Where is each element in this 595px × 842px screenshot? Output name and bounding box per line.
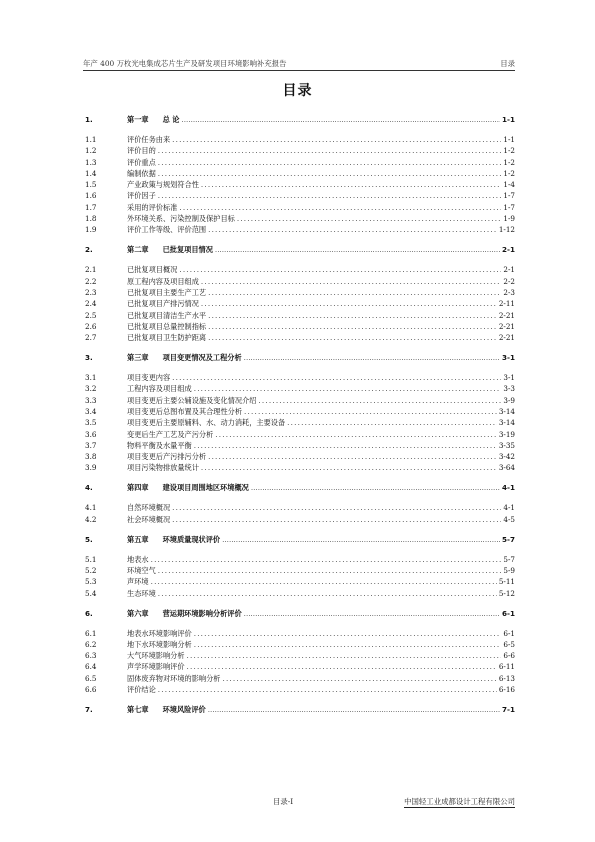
toc-chapter-title: [127, 608, 244, 619]
toc-leader-dots: [158, 588, 497, 599]
toc-item-row[interactable]: [85, 264, 515, 275]
toc-item-number: 3.2: [85, 384, 97, 394]
toc-item-entry: [127, 502, 515, 513]
toc-item-row[interactable]: [85, 650, 515, 661]
toc-leader-dots: [201, 276, 502, 287]
toc-leader-dots: [158, 684, 497, 695]
toc-leader-dots: [208, 224, 497, 235]
toc-item-row[interactable]: [85, 395, 515, 406]
toc-item-row[interactable]: [85, 224, 515, 235]
toc-leader-dots: [244, 352, 500, 363]
toc-item-entry: [127, 565, 515, 576]
toc-chapter-label: 第二章: [127, 245, 149, 255]
toc-leader-dots: [215, 244, 500, 255]
toc-item-entry: [127, 157, 515, 168]
toc-item-title: 固体废弃物对环境的影响分析: [127, 673, 221, 683]
toc-item-title: 声学环境影响评价: [127, 662, 185, 672]
toc-item-page: 3-14: [498, 406, 515, 416]
toc-item-page: 6-16: [498, 685, 515, 695]
toc-item-number: 3.4: [85, 406, 97, 416]
toc-item-title: 物料平衡及水量平衡: [127, 440, 192, 450]
toc-item-row[interactable]: [85, 202, 515, 213]
toc-item-number: 2.2: [85, 276, 97, 286]
toc-item-title: 已批复项目概况: [127, 265, 178, 275]
toc-item-entry: [127, 287, 515, 298]
toc-spacer: [85, 256, 515, 265]
toc-leader-dots: [158, 157, 502, 168]
toc-item-row[interactable]: [85, 639, 515, 650]
toc-chapter-name: 建设项目周围地区环境概况: [162, 483, 249, 493]
toc-leader-dots: [287, 417, 497, 428]
toc-leader-dots: [194, 383, 502, 394]
toc-leader-dots: [201, 298, 497, 309]
toc-item-page: 3-42: [498, 452, 515, 462]
toc-leader-dots: [215, 429, 497, 440]
toc-item-page: 3-35: [498, 440, 515, 450]
toc-item-page: 6-11: [498, 662, 515, 672]
toc-chapter-entry: [127, 534, 515, 545]
toc-item-row[interactable]: [85, 190, 515, 201]
toc-item-row[interactable]: [85, 287, 515, 298]
toc-item-row[interactable]: [85, 502, 515, 513]
toc-spacer: [85, 525, 515, 534]
toc-chapter-title: [127, 704, 208, 715]
toc-spacer: [85, 343, 515, 352]
toc-item-title: 评价结论: [127, 685, 156, 695]
toc-chapter-title: [127, 534, 222, 545]
toc-item-row[interactable]: [85, 321, 515, 332]
header-report-title: 年产 400 万枚光电集成芯片生产及研发项目环境影响补充报告: [83, 59, 287, 68]
toc-item-number: 2.6: [85, 321, 97, 331]
toc-chapter-entry: [127, 114, 515, 125]
toc-leader-dots: [151, 576, 497, 587]
toc-chapter-page: 4-1: [502, 483, 515, 493]
toc-chapter-number: 3.: [85, 353, 93, 363]
toc-item-number: 6.3: [85, 651, 97, 661]
toc-item-row[interactable]: [85, 276, 515, 287]
toc-chapter-row[interactable]: [85, 114, 515, 125]
toc-item-row[interactable]: [85, 684, 515, 695]
toc-item-row[interactable]: [85, 417, 515, 428]
toc-item-entry: [127, 264, 515, 275]
toc-item-number: 3.3: [85, 395, 97, 405]
toc-spacer: [85, 599, 515, 608]
toc-item-title: 已批复项目卫生防护距离: [127, 333, 207, 343]
toc-item-title: 社会环境概况: [127, 514, 171, 524]
toc-item-page: 4-5: [503, 514, 515, 524]
toc-leader-dots: [194, 639, 502, 650]
toc-leader-dots: [172, 514, 501, 525]
toc-leader-dots: [172, 502, 501, 513]
toc-leader-dots: [251, 482, 500, 493]
toc-item-number: 1.7: [85, 202, 97, 212]
toc-item-row[interactable]: [85, 565, 515, 576]
toc-item-entry: [127, 576, 515, 587]
toc-item-entry: [127, 650, 515, 661]
toc-chapter-label: 第七章: [127, 705, 149, 715]
toc-item-entry: [127, 168, 515, 179]
toc-item-number: 4.2: [85, 514, 97, 524]
toc-chapter-entry: [127, 244, 515, 255]
toc-item-entry: [127, 145, 515, 156]
toc-item-number: 5.4: [85, 588, 97, 598]
toc-item-title: 评价重点: [127, 157, 156, 167]
toc-chapter-title: [127, 114, 181, 125]
toc-item-number: 4.1: [85, 503, 97, 513]
toc-chapter-name: 环境风险评价: [162, 705, 206, 715]
toc-item-entry: [127, 383, 515, 394]
toc-item-row[interactable]: [85, 673, 515, 684]
toc-item-entry: [127, 202, 515, 213]
toc-item-page: 1-2: [503, 146, 515, 156]
toc-spacer: [85, 619, 515, 628]
toc-item-page: 3-64: [498, 463, 515, 473]
toc-chapter-label: 第五章: [127, 534, 149, 544]
toc-chapter-number: 2.: [85, 245, 93, 255]
toc-leader-dots: [244, 406, 497, 417]
toc-leader-dots: [208, 451, 497, 462]
toc-item-title: 项目变更后产污排污分析: [127, 452, 207, 462]
toc-item-row[interactable]: [85, 451, 515, 462]
toc-item-entry: [127, 190, 515, 201]
toc-leader-dots: [201, 462, 497, 473]
toc-item-page: 2-21: [498, 333, 515, 343]
toc-chapter-label: 第六章: [127, 608, 149, 618]
toc-leader-dots: [194, 628, 502, 639]
toc-chapter-entry: [127, 608, 515, 619]
toc-leader-dots: [158, 145, 502, 156]
toc-item-page: 1-7: [503, 191, 515, 201]
toc-item-number: 6.2: [85, 639, 97, 649]
toc-item-title: 环境空气: [127, 565, 156, 575]
toc-item-page: 6-13: [498, 673, 515, 683]
toc-item-number: 5.3: [85, 577, 97, 587]
toc-item-entry: [127, 639, 515, 650]
toc-chapter-name: 环境质量现状评价: [162, 534, 221, 544]
toc-item-number: 1.9: [85, 225, 97, 235]
toc-chapter-page: 7-1: [502, 705, 515, 715]
toc-item-title: 项目污染物排放量统计: [127, 463, 199, 473]
toc-leader-dots: [201, 179, 502, 190]
toc-item-entry: [127, 298, 515, 309]
toc-chapter-row[interactable]: [85, 482, 515, 493]
toc-item-number: 2.1: [85, 265, 97, 275]
toc-chapter-row[interactable]: [85, 704, 515, 715]
toc-chapter-number: 5.: [85, 534, 93, 544]
toc-chapter-number: 6.: [85, 608, 93, 618]
toc-item-row[interactable]: [85, 429, 515, 440]
toc-chapter-row[interactable]: [85, 244, 515, 255]
toc-chapter-title: [127, 352, 244, 363]
toc-chapter-row[interactable]: [85, 534, 515, 545]
toc-item-row[interactable]: [85, 406, 515, 417]
toc-item-entry: [127, 440, 515, 451]
toc-chapter-page: 3-1: [502, 353, 515, 363]
toc-item-row[interactable]: [85, 462, 515, 473]
toc-chapter-page: 2-1: [502, 245, 515, 255]
toc-item-entry: [127, 554, 515, 565]
toc-item-number: 3.9: [85, 463, 97, 473]
toc-item-number: 2.4: [85, 299, 97, 309]
toc-chapter-page: 6-1: [502, 608, 515, 618]
toc-leader-dots: [208, 310, 497, 321]
toc-item-number: 3.1: [85, 373, 97, 383]
page-title: 目录: [282, 83, 313, 99]
toc-spacer: [85, 236, 515, 245]
toc-chapter-entry: [127, 704, 515, 715]
toc-item-title: 项目变更内容: [127, 373, 171, 383]
toc-item-page: 3-14: [498, 418, 515, 428]
toc-item-number: 2.5: [85, 310, 97, 320]
toc-leader-dots: [244, 608, 500, 619]
toc-item-row[interactable]: [85, 134, 515, 145]
toc-item-page: 1-2: [503, 168, 515, 178]
toc-item-entry: [127, 276, 515, 287]
toc-chapter-entry: [127, 352, 515, 363]
toc-item-entry: [127, 451, 515, 462]
toc-item-number: 2.7: [85, 333, 97, 343]
toc-item-entry: [127, 332, 515, 343]
toc-item-entry: [127, 684, 515, 695]
toc-item-row[interactable]: [85, 179, 515, 190]
toc-spacer: [85, 474, 515, 483]
toc-item-entry: [127, 134, 515, 145]
toc-item-row[interactable]: [85, 554, 515, 565]
toc-leader-dots: [187, 650, 502, 661]
toc-item-title: 变更后生产工艺及产污分析: [127, 429, 214, 439]
toc-item-entry: [127, 372, 515, 383]
toc-spacer: [85, 695, 515, 704]
toc-chapter-label: 第一章: [127, 115, 149, 124]
toc-leader-dots: [194, 440, 497, 451]
toc-item-page: 3-3: [503, 384, 515, 394]
toc-item-number: 3.6: [85, 429, 97, 439]
toc-item-number: 2.3: [85, 287, 97, 297]
toc-item-row[interactable]: [85, 145, 515, 156]
toc-item-title: 大气环境影响分析: [127, 651, 185, 661]
toc-item-number: 3.8: [85, 452, 97, 462]
toc-item-title: 工程内容及项目组成: [127, 384, 192, 394]
toc-item-title: 产业政策与规划符合性: [127, 180, 199, 190]
toc-item-entry: [127, 406, 515, 417]
toc-item-entry: [127, 417, 515, 428]
toc-chapter-number: 4.: [85, 483, 93, 493]
toc-item-page: 1-7: [503, 202, 515, 212]
toc-item-title: 外环境关系、污染控制及保护目标: [127, 214, 235, 224]
toc-item-number: 1.2: [85, 146, 97, 156]
toc-spacer: [85, 125, 515, 134]
toc-item-entry: [127, 661, 515, 672]
toc-item-entry: [127, 673, 515, 684]
toc-item-page: 3-1: [503, 373, 515, 383]
toc-item-title: 已批复项目清洁生产水平: [127, 310, 207, 320]
toc-item-entry: [127, 429, 515, 440]
toc-leader-dots: [222, 534, 500, 545]
toc-item-page: 1-4: [503, 180, 515, 190]
toc-item-entry: [127, 321, 515, 332]
toc-chapter-number: 1.: [85, 115, 93, 124]
toc-item-title: 生态环境: [127, 588, 156, 598]
toc-item-page: 1-12: [498, 225, 515, 235]
toc-spacer: [85, 494, 515, 503]
toc-item-entry: [127, 514, 515, 525]
toc-item-title: 项目变更后总图布置及其合理性分析: [127, 406, 243, 416]
toc-leader-dots: [158, 190, 502, 201]
toc-item-page: 2-1: [503, 265, 515, 275]
toc-leader-dots: [172, 372, 501, 383]
toc-chapter-name: 已批复项目情况: [162, 245, 213, 255]
toc-leader-dots: [181, 114, 500, 125]
toc-item-entry: [127, 395, 515, 406]
toc-leader-dots: [208, 332, 497, 343]
toc-item-row[interactable]: [85, 332, 515, 343]
toc-item-title: 评价目的: [127, 146, 156, 156]
toc-item-title: 编制依据: [127, 168, 156, 178]
toc-chapter-title: [127, 482, 251, 493]
table-of-contents: [85, 114, 515, 715]
toc-item-page: 3-9: [503, 395, 515, 405]
toc-chapter-number: 7.: [85, 705, 93, 715]
toc-leader-dots: [237, 213, 502, 224]
toc-leader-dots: [172, 134, 501, 145]
toc-item-page: 5-11: [498, 577, 515, 587]
toc-item-title: 项目变更后主要原辅料、水、动力消耗，主要设备: [127, 418, 286, 428]
toc-item-number: 6.6: [85, 685, 97, 695]
toc-leader-dots: [158, 565, 502, 576]
toc-item-row[interactable]: [85, 372, 515, 383]
toc-item-number: 3.7: [85, 440, 97, 450]
toc-leader-dots: [179, 264, 501, 275]
toc-item-title: 项目变更后主要公辅设施及变化情况介绍: [127, 395, 257, 405]
toc-chapter-page: 5-7: [502, 534, 515, 544]
toc-item-title: 自然环境概况: [127, 503, 171, 513]
toc-item-row[interactable]: [85, 440, 515, 451]
toc-item-row[interactable]: [85, 628, 515, 639]
toc-item-title: 原工程内容及项目组成: [127, 276, 199, 286]
toc-leader-dots: [187, 661, 497, 672]
toc-item-title: 评价因子: [127, 191, 156, 201]
toc-item-row[interactable]: [85, 168, 515, 179]
toc-item-number: 5.2: [85, 565, 97, 575]
toc-item-number: 6.5: [85, 673, 97, 683]
toc-item-page: 4-1: [503, 503, 515, 513]
toc-item-title: 已批复项目总量控制指标: [127, 321, 207, 331]
toc-chapter-label: 第四章: [127, 483, 149, 493]
page-header: [83, 58, 515, 71]
toc-item-number: 1.8: [85, 214, 97, 224]
toc-item-row[interactable]: [85, 661, 515, 672]
toc-item-entry: [127, 213, 515, 224]
toc-chapter-name: 营运期环境影响分析评价: [162, 608, 242, 618]
toc-item-row[interactable]: [85, 514, 515, 525]
toc-chapter-row[interactable]: [85, 608, 515, 619]
toc-item-number: 1.1: [85, 134, 97, 144]
toc-chapter-name: 项目变更情况及工程分析: [162, 353, 242, 363]
toc-item-row[interactable]: [85, 298, 515, 309]
toc-spacer: [85, 363, 515, 372]
toc-item-number: 6.1: [85, 628, 97, 638]
toc-leader-dots: [158, 168, 502, 179]
toc-item-page: 6-6: [503, 651, 515, 661]
toc-item-title: 声环境: [127, 577, 149, 587]
toc-item-entry: [127, 628, 515, 639]
toc-item-page: 6-5: [503, 639, 515, 649]
header-section-label: 目录: [500, 59, 515, 68]
toc-item-row[interactable]: [85, 310, 515, 321]
toc-item-page: 5-7: [503, 554, 515, 564]
toc-item-number: 1.4: [85, 168, 97, 178]
footer-page-number: 目录-I: [273, 797, 294, 806]
toc-item-title: 已批复项目产排污情况: [127, 299, 199, 309]
toc-item-row[interactable]: [85, 576, 515, 587]
toc-item-row[interactable]: [85, 383, 515, 394]
toc-item-number: 1.6: [85, 191, 97, 201]
toc-item-row[interactable]: [85, 213, 515, 224]
toc-item-page: 1-1: [503, 134, 515, 144]
toc-item-page: 5-9: [503, 565, 515, 575]
toc-item-row[interactable]: [85, 588, 515, 599]
toc-item-page: 6-1: [503, 628, 515, 638]
toc-leader-dots: [179, 202, 501, 213]
toc-item-entry: [127, 179, 515, 190]
toc-item-title: 已批复项目主要生产工艺: [127, 287, 207, 297]
toc-item-page: 2-21: [498, 310, 515, 320]
toc-item-title: 地表水: [127, 554, 149, 564]
toc-leader-dots: [208, 321, 497, 332]
toc-leader-dots: [222, 673, 496, 684]
toc-item-entry: [127, 224, 515, 235]
toc-item-page: 2-21: [498, 321, 515, 331]
toc-item-entry: [127, 588, 515, 599]
toc-leader-dots: [258, 395, 501, 406]
toc-item-title: 采用的评价标准: [127, 202, 178, 212]
toc-item-number: 1.3: [85, 157, 97, 167]
toc-chapter-page: 1-1: [502, 115, 515, 124]
toc-chapter-label: 第三章: [127, 353, 149, 363]
toc-item-page: 2-2: [503, 276, 515, 286]
toc-item-page: 3-19: [498, 429, 515, 439]
toc-chapter-name: 总 论: [162, 115, 180, 124]
toc-item-entry: [127, 462, 515, 473]
toc-item-title: 评价工作等级、评价范围: [127, 225, 207, 235]
toc-item-row[interactable]: [85, 157, 515, 168]
toc-spacer: [85, 545, 515, 554]
toc-item-entry: [127, 310, 515, 321]
toc-leader-dots: [151, 554, 502, 565]
toc-item-page: 1-9: [503, 214, 515, 224]
toc-leader-dots: [208, 287, 501, 298]
toc-leader-dots: [208, 704, 500, 715]
toc-item-title: 评价任务由来: [127, 134, 171, 144]
toc-item-number: 6.4: [85, 662, 97, 672]
toc-item-title: 地下水环境影响分析: [127, 639, 192, 649]
toc-chapter-row[interactable]: [85, 352, 515, 363]
toc-item-page: 5-12: [498, 588, 515, 598]
footer-company: 中国轻工业成都设计工程有限公司: [404, 797, 515, 806]
toc-chapter-title: [127, 244, 215, 255]
toc-chapter-entry: [127, 482, 515, 493]
toc-item-page: 1-2: [503, 157, 515, 167]
toc-item-page: 2-11: [498, 299, 515, 309]
toc-item-title: 地表水环境影响评价: [127, 628, 192, 638]
toc-item-number: 1.5: [85, 180, 97, 190]
toc-item-page: 2-3: [503, 287, 515, 297]
toc-item-number: 5.1: [85, 554, 97, 564]
toc-item-number: 3.5: [85, 418, 97, 428]
